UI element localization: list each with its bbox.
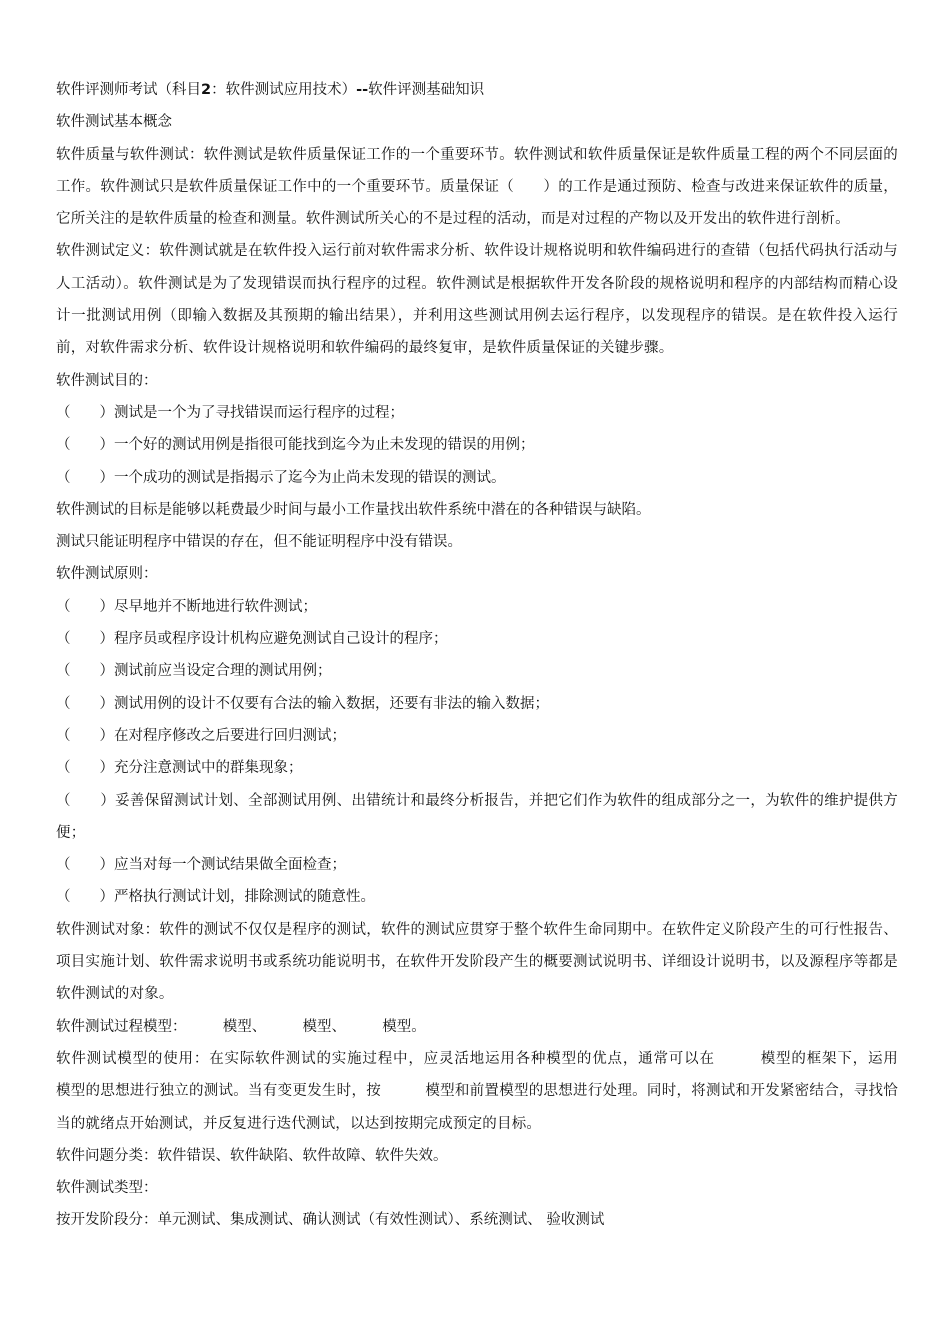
heading-testing-principles: 软件测试原则： xyxy=(56,566,158,583)
heading-testing-purpose: 软件测试目的： xyxy=(56,372,158,389)
list-item-principle: （ ）在对程序修改之后要进行回归测试； xyxy=(56,727,346,744)
list-item-principle: （ ）妥善保留测试计划、全部测试用例、出错统计和最终分析报告，并把它们作为软件的组成部分之一，为软件的维护提供方便； xyxy=(56,792,898,841)
title-dash: -- xyxy=(356,82,369,98)
list-item-principle: （ ）测试用例的设计不仅要有合法的输入数据，还要有非法的输入数据； xyxy=(56,695,549,712)
title-text-part: 软件评测基础知识 xyxy=(368,82,485,98)
paragraph-testing-definition: 软件测试定义：软件测试就是在软件投入运行前对软件需求分析、软件设计规格说明和软件编码进行的查错（包括代码执行活动与人工活动）。软件测试是为了发现错误而执行程序的过程。软件测试是根据软件开发各阶段的规格说明和程序的内部结构而精心设计一批测试用例（即输入数据及其预期的输出结果），并利用这些测试用例去运行程序，以发现程序的错误。是在软件投入运行前，对软件需求分析、软件设计规格说明和软件编码的最终复审，是软件质量保证的关键步骤。 xyxy=(56,243,898,357)
list-item-purpose: （ ）一个成功的测试是指揭示了迄今为止尚未发现的错误的测试。 xyxy=(56,469,506,486)
title-text-part: 软件评测师考试（科目 xyxy=(56,82,201,98)
list-item-principle: （ ）严格执行测试计划，排除测试的随意性。 xyxy=(56,889,375,906)
paragraph-testing-objects: 软件测试对象：软件的测试不仅仅是程序的测试，软件的测试应贯穿于整个软件生命同期中。在软件定义阶段产生的可行性报告、项目实施计划、软件需求说明书或系统功能说明书，在软件开发阶段产生的概要测试说明书、详细设计说明书，以及源程序等都是软件测试的对象。 xyxy=(56,921,898,1003)
list-item-principle: （ ）充分注意测试中的群集现象； xyxy=(56,760,303,777)
paragraph-problem-classification: 软件问题分类：软件错误、软件缺陷、软件故障、软件失效。 xyxy=(56,1147,448,1164)
paragraph-process-models: 软件测试过程模型： 模型、 模型、 模型。 xyxy=(56,1018,426,1035)
title-text-part: ：软件测试应用技术） xyxy=(211,82,357,98)
list-item-principle: （ ）应当对每一个测试结果做全面检查； xyxy=(56,857,346,874)
list-item-principle: （ ）测试前应当设定合理的测试用例； xyxy=(56,663,332,680)
list-item-purpose: （ ）测试是一个为了寻找错误而运行程序的过程； xyxy=(56,404,404,421)
paragraph-testing-limit: 测试只能证明程序中错误的存在，但不能证明程序中没有错误。 xyxy=(56,534,462,551)
section-heading-basic-concepts: 软件测试基本概念 xyxy=(56,114,172,131)
heading-testing-types: 软件测试类型： xyxy=(56,1180,158,1197)
document-title xyxy=(56,74,898,106)
title-subject-number: 2 xyxy=(201,82,212,98)
list-item-purpose: （ ）一个好的测试用例是指很可能找到迄今为止未发现的错误的用例； xyxy=(56,437,535,454)
list-item-principle: （ ）尽早地并不断地进行软件测试； xyxy=(56,598,317,615)
paragraph-quality-and-testing: 软件质量与软件测试：软件测试是软件质量保证工作的一个重要环节。软件测试和软件质量保证是软件质量工程的两个不同层面的工作。软件测试只是软件质量保证工作中的一个重要环节。质量保证（ ）的工作是通过预防、检查与改进来保证软件的质量，它所关注的是软件质量的检查和测量。软件测试所关心的不是过程的活动，而是对过程的产物以及开发出的软件进行剖析。 xyxy=(56,146,898,228)
list-item-principle: （ ）程序员或程序设计机构应避免测试自己设计的程序； xyxy=(56,631,448,648)
paragraph-types-by-phase: 按开发阶段分：单元测试、集成测试、确认测试（有效性测试）、系统测试、 验收测试 xyxy=(56,1212,605,1229)
paragraph-model-usage: 软件测试模型的使用：在实际软件测试的实施过程中，应灵活地运用各种模型的优点，通常可以在 模型的框架下，运用 模型的思想进行独立的测试。当有变更发生时，按 模型和前置模型的思想进行处理。同时，将测试和开发紧密结合，寻找恰当的就绪点开始测试，并反复进行迭代测试，以达到按期完成预定的目标。 xyxy=(56,1050,943,1132)
paragraph-testing-goal: 软件测试的目标是能够以耗费最少时间与最小工作量找出软件系统中潜在的各种错误与缺陷。 xyxy=(56,501,651,518)
document-page xyxy=(56,74,943,1237)
